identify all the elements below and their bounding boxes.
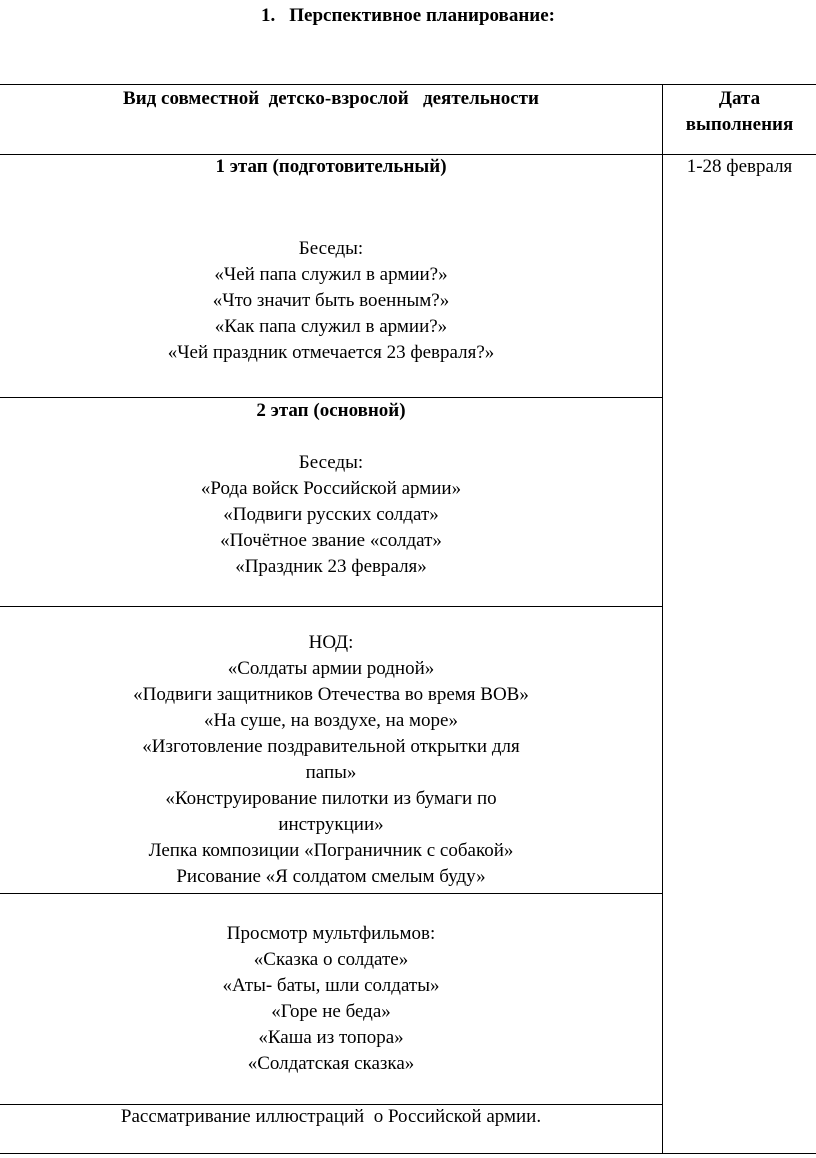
list-item: «Каша из топора» xyxy=(258,1027,404,1048)
stage2-block xyxy=(0,398,662,580)
list-item: «Подвиги защитников Отечества во время ВОВ» xyxy=(133,684,529,705)
stage2-title: 2 этап (основной) xyxy=(256,400,406,421)
list-item: «Чей папа служил в армии?» xyxy=(214,264,448,285)
list-item: «Горе не беда» xyxy=(271,1001,391,1022)
header-date-line1: Дата xyxy=(718,88,761,109)
nod-block xyxy=(0,630,662,890)
list-item: «Чей праздник отмечается 23 февраля?» xyxy=(167,342,495,363)
stage1-block xyxy=(0,154,662,366)
list-item: Лепка композиции «Пограничник с собакой» xyxy=(148,840,514,861)
list-item: «Подвиги русских солдат» xyxy=(223,504,439,525)
list-item: «Аты- баты, шли солдаты» xyxy=(222,975,440,996)
date-value-text: 1-28 февраля xyxy=(686,156,793,177)
header-date xyxy=(663,86,816,138)
list-item: инструкции» xyxy=(278,814,384,835)
section-heading xyxy=(0,4,816,28)
illustrations-text: Рассматривание иллюстраций о Российской армии. xyxy=(120,1106,542,1127)
list-item: папы» xyxy=(305,762,357,783)
stage1-title: 1 этап (подготовительный) xyxy=(215,156,447,177)
list-item: «Сказка о солдате» xyxy=(253,949,409,970)
list-item: «Как папа служил в армии?» xyxy=(214,316,448,337)
illustrations-block xyxy=(0,1104,662,1130)
list-item: «Солдатская сказка» xyxy=(247,1053,415,1074)
table-bottom-border xyxy=(0,1153,816,1154)
section-number: 1. xyxy=(261,5,276,26)
list-item: Рисование «Я солдатом смелым буду» xyxy=(176,866,486,887)
header-activity-text: Вид совместной детско-взрослой деятельности xyxy=(123,88,539,109)
stage2-label: Беседы: xyxy=(298,452,364,473)
list-item: «На суше, на воздухе, на море» xyxy=(204,710,458,731)
nod-label: НОД: xyxy=(308,632,354,653)
column-divider xyxy=(662,84,663,1154)
list-item: «Что значит быть военным?» xyxy=(212,290,450,311)
list-item: «Солдаты армии родной» xyxy=(227,658,435,679)
stage2-bottom-border xyxy=(0,606,662,607)
date-value xyxy=(663,154,816,180)
list-item: «Рода войск Российской армии» xyxy=(200,478,462,499)
list-item: «Изготовление поздравительной открытки для xyxy=(142,736,520,757)
list-item: «Праздник 23 февраля» xyxy=(235,556,427,577)
list-item: «Конструирование пилотки из бумаги по xyxy=(165,788,497,809)
cartoons-block xyxy=(0,921,662,1077)
section-title: Перспективное планирование: xyxy=(289,5,555,26)
header-date-line2: выполнения xyxy=(685,114,794,135)
nod-bottom-border xyxy=(0,893,662,894)
table-top-border xyxy=(0,84,816,85)
cartoons-label: Просмотр мультфильмов: xyxy=(226,923,436,944)
list-item: «Почётное звание «солдат» xyxy=(220,530,442,551)
header-activity xyxy=(0,86,662,112)
stage1-label: Беседы: xyxy=(298,238,364,259)
